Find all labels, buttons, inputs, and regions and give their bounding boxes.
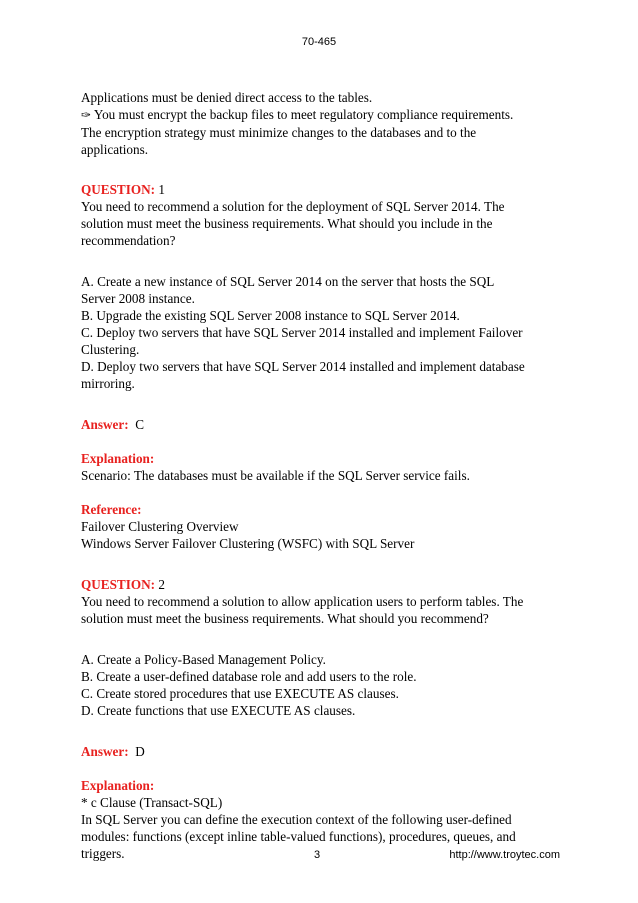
answer-value: D: [135, 744, 145, 759]
reference-label: Reference:: [81, 502, 142, 517]
question-1-explanation: Scenario: The databases must be available if the SQL Server service fails.: [81, 468, 470, 483]
question-1-option: A. Create a new instance of SQL Server 2014 on the server that hosts the SQL: [81, 274, 495, 289]
question-2-explanation: * c Clause (Transact-SQL): [81, 795, 223, 810]
hand-pointer-icon: ✑: [81, 108, 92, 122]
reference-item: Windows Server Failover Clustering (WSFC) with SQL Server: [81, 536, 415, 551]
question-2-heading: [81, 576, 541, 593]
reference-item: Failover Clustering Overview: [81, 519, 239, 534]
question-1-option: B. Upgrade the existing SQL Server 2008 instance to SQL Server 2014.: [81, 308, 460, 323]
question-2-option: C. Create stored procedures that use EXECUTE AS clauses.: [81, 686, 399, 701]
document-body: [81, 89, 541, 862]
question-2-answer: [81, 743, 541, 760]
question-1-option: Server 2008 instance.: [81, 291, 195, 306]
question-number: 1: [158, 182, 165, 197]
question-1-text-2: solution must meet the business requirements. What should you include in the: [81, 216, 493, 231]
question-2-option: D. Create functions that use EXECUTE AS clauses.: [81, 703, 356, 718]
question-1-text-3: recommendation?: [81, 233, 176, 248]
intro-bullet-line: [81, 106, 541, 124]
question-2-explanation: In SQL Server you can define the execution context of the following user-defined: [81, 812, 512, 827]
page-header-code: 70-465: [301, 36, 337, 48]
question-2-option: A. Create a Policy-Based Management Policy.: [81, 652, 326, 667]
intro-line-1: Applications must be denied direct access to the tables.: [81, 90, 373, 105]
question-2-explanation: modules: functions (except inline table-valued functions), procedures, queues, and: [81, 829, 516, 844]
question-1-option: mirroring.: [81, 376, 135, 391]
question-1-option: Clustering.: [81, 342, 140, 357]
intro-line-3: The encryption strategy must minimize changes to the databases and to the: [81, 125, 477, 140]
question-number: 2: [158, 577, 165, 592]
intro-line-4: applications.: [81, 142, 149, 157]
question-2-explanation: triggers.: [81, 846, 125, 861]
question-label: QUESTION:: [81, 182, 156, 197]
answer-value: C: [135, 417, 145, 432]
question-1-answer: [81, 416, 541, 433]
explanation-label: Explanation:: [81, 451, 155, 466]
page-number: 3: [314, 849, 321, 861]
answer-label: Answer:: [81, 744, 129, 759]
question-1-text-1: You need to recommend a solution for the deployment of SQL Server 2014. The: [81, 199, 505, 214]
question-label: QUESTION:: [81, 577, 156, 592]
question-1-option: C. Deploy two servers that have SQL Server 2014 installed and implement Failover: [81, 325, 523, 340]
question-2-option: B. Create a user-defined database role and add users to the role.: [81, 669, 417, 684]
question-1-heading: [81, 181, 541, 198]
footer-url: http://www.troytec.com: [449, 849, 560, 861]
answer-label: Answer:: [81, 417, 129, 432]
intro-line-2: You must encrypt the backup files to meet regulatory compliance requirements.: [93, 107, 514, 122]
explanation-label: Explanation:: [81, 778, 155, 793]
question-1-option: D. Deploy two servers that have SQL Server 2014 installed and implement database: [81, 359, 525, 374]
question-2-text-1: You need to recommend a solution to allow application users to perform tables. The: [81, 594, 524, 609]
question-2-text-2: solution must meet the business requirements. What should you recommend?: [81, 611, 489, 626]
